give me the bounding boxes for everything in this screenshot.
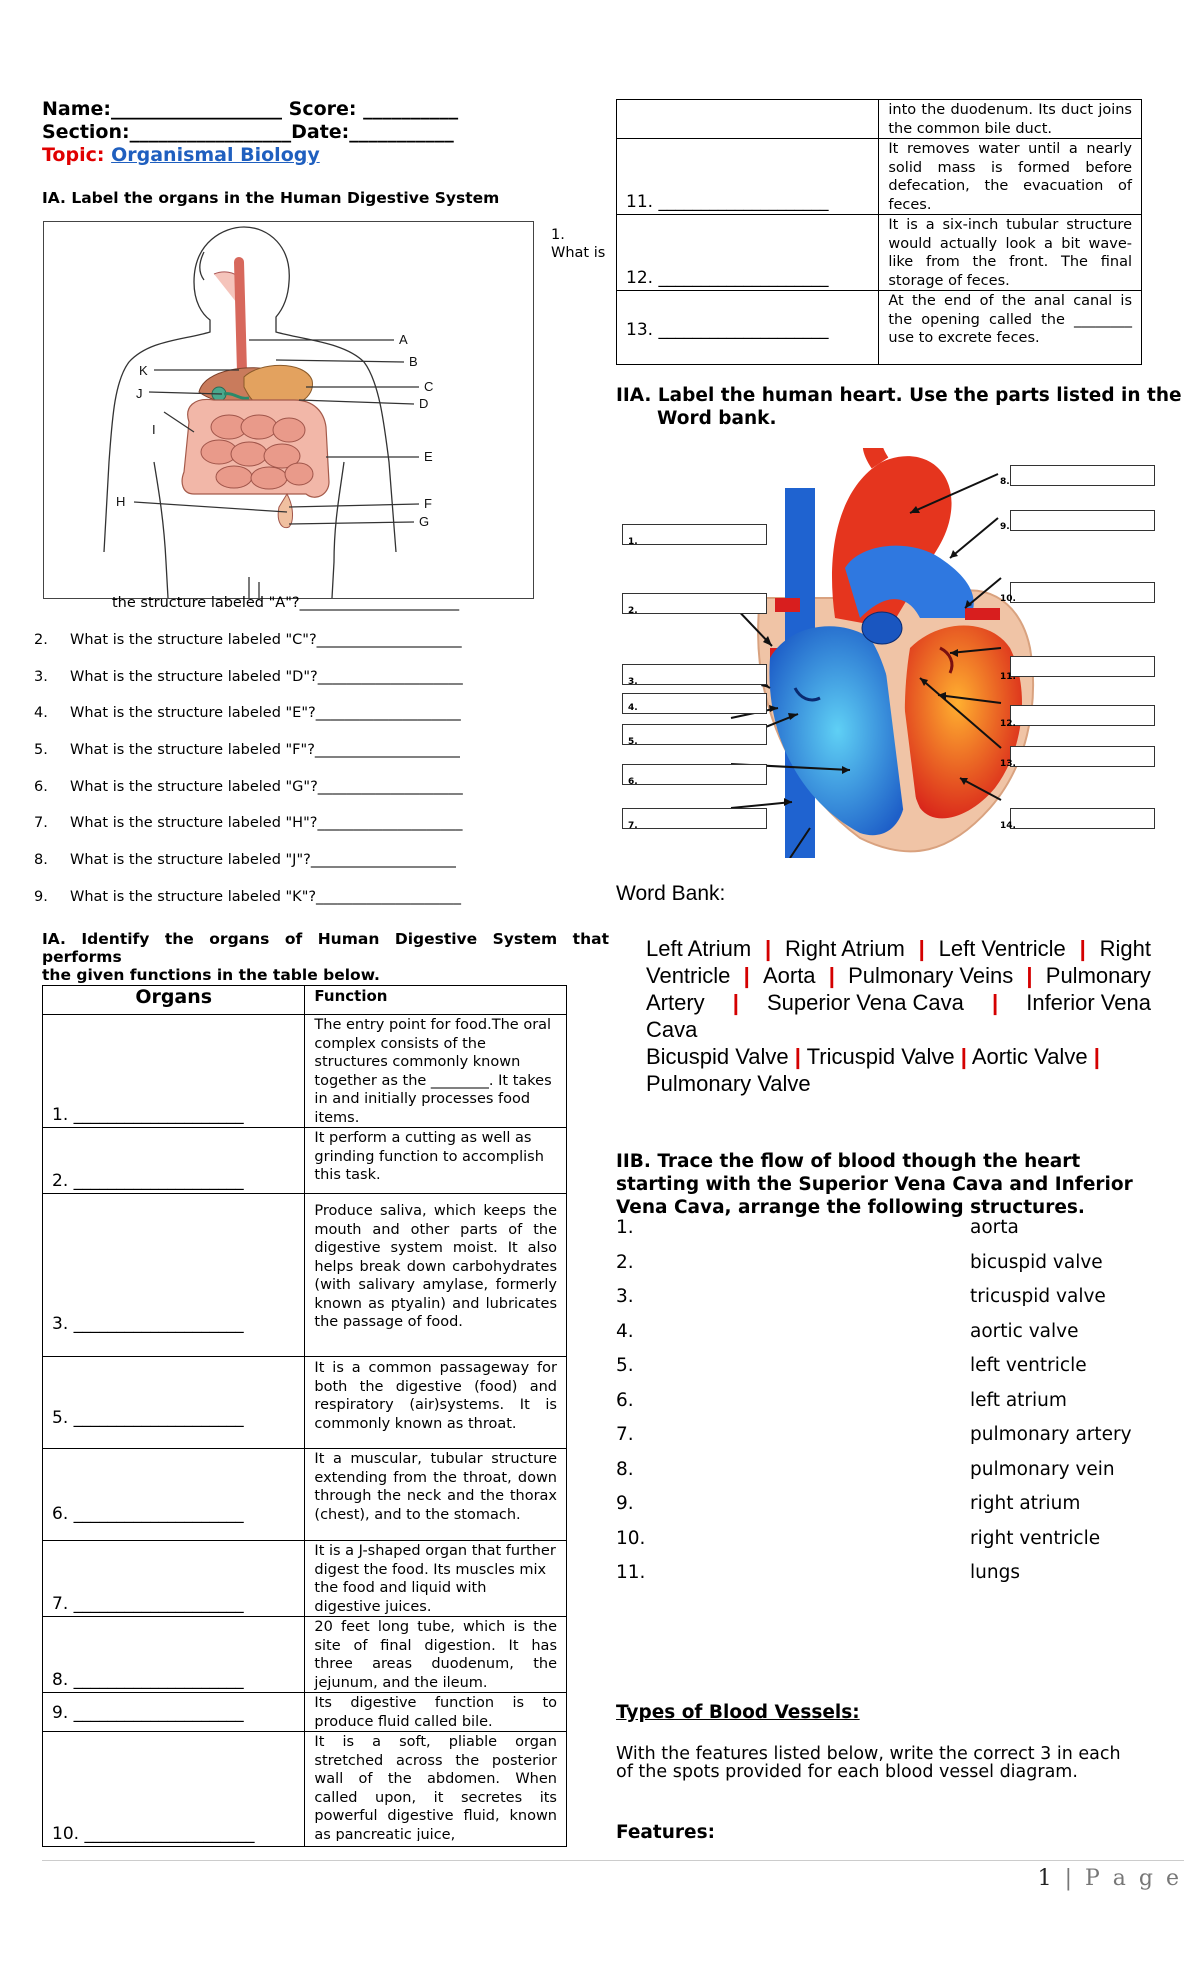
page-label: | P a g e — [1064, 1866, 1182, 1891]
word-aortic-valve: Aortic Valve — [971, 1044, 1088, 1069]
diagram-label-i: I — [152, 422, 156, 437]
list-item[interactable]: 5. left ventricle — [616, 1355, 1087, 1376]
heart-label-box-12[interactable] — [1010, 705, 1155, 726]
heart-label-box-13[interactable] — [1010, 746, 1155, 767]
blood-vessels-title: Types of Blood Vessels: — [616, 1702, 860, 1723]
heart-label-box-4[interactable] — [622, 693, 767, 714]
list-item[interactable]: 4. aortic valve — [616, 1320, 1079, 1342]
table-row — [617, 215, 1142, 291]
word-bank-title: Word Bank: — [616, 882, 726, 905]
word-pulmonary-veins: Pulmonary Veins — [848, 963, 1014, 988]
heart-label-box-10[interactable] — [1010, 582, 1155, 603]
word-cava: Cava — [646, 1017, 698, 1042]
heart-label-box-2[interactable] — [622, 593, 767, 614]
word-separator: | — [743, 963, 750, 988]
function-cell: into the duodenum. Its duct joins the common bile duct. — [879, 100, 1142, 139]
page-footer — [1038, 1866, 1182, 1891]
list-item[interactable]: 11. lungs — [616, 1562, 1020, 1583]
organ-function-table — [42, 985, 567, 1847]
heart-label-box-6[interactable] — [622, 764, 767, 785]
heart-box-number: 11. — [1000, 672, 1016, 682]
page-number: 1 — [1037, 1866, 1055, 1891]
heart-box-number: 9. — [1000, 522, 1010, 532]
word-bicuspid-valve: Bicuspid Valve — [646, 1044, 789, 1069]
list-item[interactable]: 9. right atrium — [616, 1493, 1081, 1514]
word-separator: | — [828, 963, 835, 988]
table-row — [43, 1541, 567, 1617]
word-separator: | — [960, 1044, 967, 1069]
section-1b-title-line1: IA. Identify the organs of Human Digestive System that performs — [42, 930, 609, 966]
organ-answer-cell[interactable] — [617, 100, 879, 139]
section-2b-title-line3: Vena Cava, arrange the following structures. — [616, 1197, 1085, 1218]
list-item[interactable]: 10. right ventricle — [616, 1527, 1101, 1549]
diagram-label-f: F — [424, 496, 432, 511]
digestive-system-illustration — [44, 222, 533, 598]
table-row — [43, 1357, 567, 1449]
label-question[interactable]: 5. What is the structure labeled "F"?____________________ — [34, 742, 460, 759]
heart-box-number: 12. — [1000, 719, 1016, 729]
digestive-diagram — [43, 221, 534, 599]
organ-answer-cell[interactable]: 7. ____________________ — [43, 1541, 305, 1617]
heart-box-number: 8. — [1000, 477, 1010, 487]
organ-answer-cell[interactable]: 10. ____________________ — [43, 1732, 305, 1847]
heart-label-box-9[interactable] — [1010, 510, 1155, 531]
function-cell: It is a common passageway for both the digestive (food) and respiratory (air)systems. It is commonly known as throat. — [305, 1357, 567, 1449]
table-row — [43, 1693, 567, 1732]
heart-label-box-3[interactable] — [622, 664, 767, 685]
word-bank-line — [646, 1043, 1151, 1070]
word-tricuspid-valve: Tricuspid Valve — [806, 1044, 955, 1069]
question-1-start: What is — [551, 245, 606, 261]
word-separator: | — [991, 990, 999, 1015]
function-cell: It is a six-inch tubular structure would actually look a bit wave-like from the front. The final storage of feces. — [879, 215, 1142, 291]
organ-answer-cell[interactable]: 5. ____________________ — [43, 1357, 305, 1449]
section-2b-title — [616, 1150, 1133, 1219]
label-question[interactable]: 6. What is the structure labeled "G"?____________________ — [34, 778, 463, 795]
word-artery: Artery — [646, 990, 705, 1015]
topic-line — [42, 144, 320, 167]
diagram-label-h: H — [116, 494, 126, 509]
label-questions-list — [34, 632, 463, 926]
heart-box-number: 6. — [628, 777, 638, 787]
organ-function-table-continued — [616, 99, 1142, 365]
date-field[interactable]: Date:___________ — [291, 121, 454, 143]
word-aorta: Aorta — [762, 963, 816, 988]
word-left-ventricle: Left Ventricle — [938, 936, 1066, 961]
score-field[interactable]: Score: __________ — [288, 98, 459, 120]
heart-box-number: 4. — [628, 703, 638, 713]
word-bank-line — [646, 962, 1151, 989]
diagram-label-b: B — [409, 354, 418, 369]
table-row — [617, 291, 1142, 365]
word-separator: | — [918, 936, 925, 961]
word-bank-list — [646, 935, 1151, 1097]
label-question[interactable]: 7. What is the structure labeled "H"?____________________ — [34, 815, 463, 832]
blood-flow-list — [616, 1217, 1136, 1597]
table-row — [43, 1732, 567, 1847]
word-left-atrium: Left Atrium — [646, 936, 752, 961]
organ-answer-cell[interactable]: 6. ____________________ — [43, 1449, 305, 1541]
topic-link[interactable]: Organismal Biology — [111, 144, 320, 166]
table-row — [43, 1128, 567, 1194]
section-1b-title — [42, 930, 609, 984]
list-item[interactable]: 7. pulmonary artery — [616, 1424, 1132, 1445]
label-question[interactable]: 2. What is the structure labeled "C"?____________________ — [34, 632, 462, 648]
heart-box-number: 14. — [1000, 821, 1016, 831]
label-question[interactable]: 8. What is the structure labeled "J"?____________________ — [34, 852, 456, 869]
table-row — [43, 1194, 567, 1357]
word-superior-vena-cava: Superior Vena Cava — [767, 990, 964, 1015]
features-label: Features: — [616, 1822, 716, 1843]
function-cell: Its digestive function is to produce fluid called bile. — [305, 1693, 567, 1732]
list-item[interactable]: 3. tricuspid valve — [616, 1286, 1106, 1307]
word-inferior-vena: Inferior Vena — [1026, 990, 1151, 1015]
function-cell: It a muscular, tubular structure extending from the throat, down through the neck and the thorax (chest), and to the stomach. — [305, 1449, 567, 1541]
label-question[interactable]: 9. What is the structure labeled "K"?____________________ — [34, 888, 462, 905]
organ-answer-cell[interactable]: 11. ____________________ — [617, 139, 879, 215]
function-cell: It removes water until a nearly solid mass is formed before defecation, the evacuation of feces. — [879, 139, 1142, 215]
list-item[interactable]: 1. aorta — [616, 1217, 1019, 1238]
section-field[interactable]: Section:_________________ — [42, 121, 292, 143]
table-row — [617, 100, 1142, 139]
list-item[interactable]: 2. bicuspid valve — [616, 1251, 1103, 1273]
heart-box-number: 13. — [1000, 759, 1016, 769]
column-header-function: Function — [305, 986, 567, 1015]
label-question[interactable]: 3. What is the structure labeled "D"?____________________ — [34, 668, 463, 685]
header-section-date — [42, 121, 454, 144]
question-1-number: 1. — [551, 227, 565, 243]
heart-label-box-14[interactable] — [1010, 808, 1155, 829]
label-question[interactable]: 4. What is the structure labeled "E"?____________________ — [34, 705, 461, 722]
question-1-rest[interactable]: the structure labeled "A"?______________________ — [112, 595, 460, 611]
heart-box-number: 2. — [628, 606, 638, 616]
table-header-row — [43, 986, 567, 1015]
section-1a-title: IA. Label the organs in the Human Digestive System — [42, 189, 500, 207]
function-cell: It perform a cutting as well as grinding function to accomplish this task. — [305, 1128, 567, 1194]
function-text: It is a soft, pliable organ stretched across the posterior wall of the abdomen. When called upon, it secretes its powerful digestive fluid, known as pancreatic juice, — [314, 1734, 557, 1841]
heart-box-number: 5. — [628, 737, 638, 747]
table-row — [617, 139, 1142, 215]
heart-label-box-11[interactable] — [1010, 656, 1155, 677]
word-bank-line — [646, 935, 1151, 962]
word-bank-line — [646, 989, 1151, 1016]
diagram-label-j: J — [136, 386, 143, 401]
organ-answer-cell[interactable]: 9. ____________________ — [43, 1693, 305, 1732]
list-item[interactable]: 6. left atrium — [616, 1389, 1067, 1411]
topic-label: Topic: — [42, 144, 105, 166]
word-separator: | — [732, 990, 739, 1015]
word-right-atrium: Right Atrium — [784, 936, 905, 961]
blood-vessels-instructions: With the features listed below, write the correct 3 in each of the spots provided for each blood vessel diagram. — [616, 1744, 1121, 1782]
diagram-label-a: A — [399, 332, 408, 347]
function-cell: At the end of the anal canal is the opening called the ________ use to excrete feces. — [879, 291, 1142, 365]
section-2a-title-line2: Word bank. — [657, 408, 777, 429]
table-row — [43, 1015, 567, 1128]
diagram-label-e: E — [424, 449, 433, 464]
section-2a-title — [616, 384, 1186, 430]
word-separator: | — [794, 1044, 801, 1069]
heart-box-number: 7. — [628, 821, 638, 831]
heart-box-number: 10. — [1000, 594, 1016, 604]
word-ventricle: Ventricle — [646, 963, 731, 988]
diagram-label-d: D — [419, 396, 429, 411]
word-separator: | — [1079, 936, 1086, 961]
diagram-label-g: G — [419, 514, 430, 529]
heart-label-box-8[interactable] — [1010, 465, 1155, 486]
function-cell: It is a J-shaped organ that further digest the food. Its muscles mix the food and liquid with digestive juices. — [305, 1541, 567, 1617]
column-header-organs: Organs — [43, 986, 305, 1015]
list-item[interactable]: 8. pulmonary vein — [616, 1458, 1115, 1480]
word-pulmonary-valve: Pulmonary Valve — [646, 1071, 811, 1096]
organ-answer-cell[interactable]: 13. ____________________ — [617, 291, 879, 365]
table-row — [43, 1617, 567, 1693]
organ-answer-cell[interactable]: 2. ____________________ — [43, 1128, 305, 1194]
section-1b-title-line2: the given functions in the table below. — [42, 966, 380, 984]
word-pulmonary: Pulmonary — [1045, 963, 1151, 988]
heart-label-box-7[interactable] — [622, 808, 767, 829]
word-right: Right — [1099, 936, 1151, 961]
header-name-score — [42, 98, 458, 121]
organ-answer-cell[interactable]: 8. ____________________ — [43, 1617, 305, 1693]
section-2a-title-line1: IIA. Label the human heart. Use the parts listed in the — [616, 385, 1182, 406]
function-cell: 20 feet long tube, which is the site of final digestion. It has three areas duodenum, the jejunum, and the ileum. — [305, 1617, 567, 1693]
heart-label-box-5[interactable] — [622, 724, 767, 745]
heart-box-number: 3. — [628, 677, 638, 687]
diagram-label-c: C — [424, 379, 434, 394]
section-2b-title-line1: IIB. Trace the flow of blood though the heart — [616, 1151, 1081, 1172]
word-separator: | — [1093, 1044, 1100, 1069]
function-cell — [305, 1732, 567, 1847]
section-2b-title-line2: starting with the Superior Vena Cava and Inferior — [616, 1174, 1133, 1195]
word-separator: | — [1026, 963, 1033, 988]
name-field[interactable]: Name:__________________ — [42, 98, 283, 120]
function-cell: Produce saliva, which keeps the mouth and other parts of the digestive system moist. It also helps break down carbohydrates (with salivary amylase, formerly known as ptyalin) and lubricates the passage of food. — [305, 1194, 567, 1357]
heart-label-box-1[interactable] — [622, 524, 767, 545]
table-row — [43, 1449, 567, 1541]
word-separator: | — [764, 936, 772, 961]
organ-answer-cell[interactable]: 3. ____________________ — [43, 1194, 305, 1357]
footer-divider — [42, 1860, 1184, 1861]
function-cell: The entry point for food.The oral complex consists of the structures commonly known together as the ________. It takes in and initially processes food items. — [305, 1015, 567, 1128]
diagram-label-k: K — [139, 363, 148, 378]
organ-answer-cell[interactable]: 1. ____________________ — [43, 1015, 305, 1128]
organ-answer-cell[interactable]: 12. ____________________ — [617, 215, 879, 291]
heart-box-number: 1. — [628, 537, 638, 547]
